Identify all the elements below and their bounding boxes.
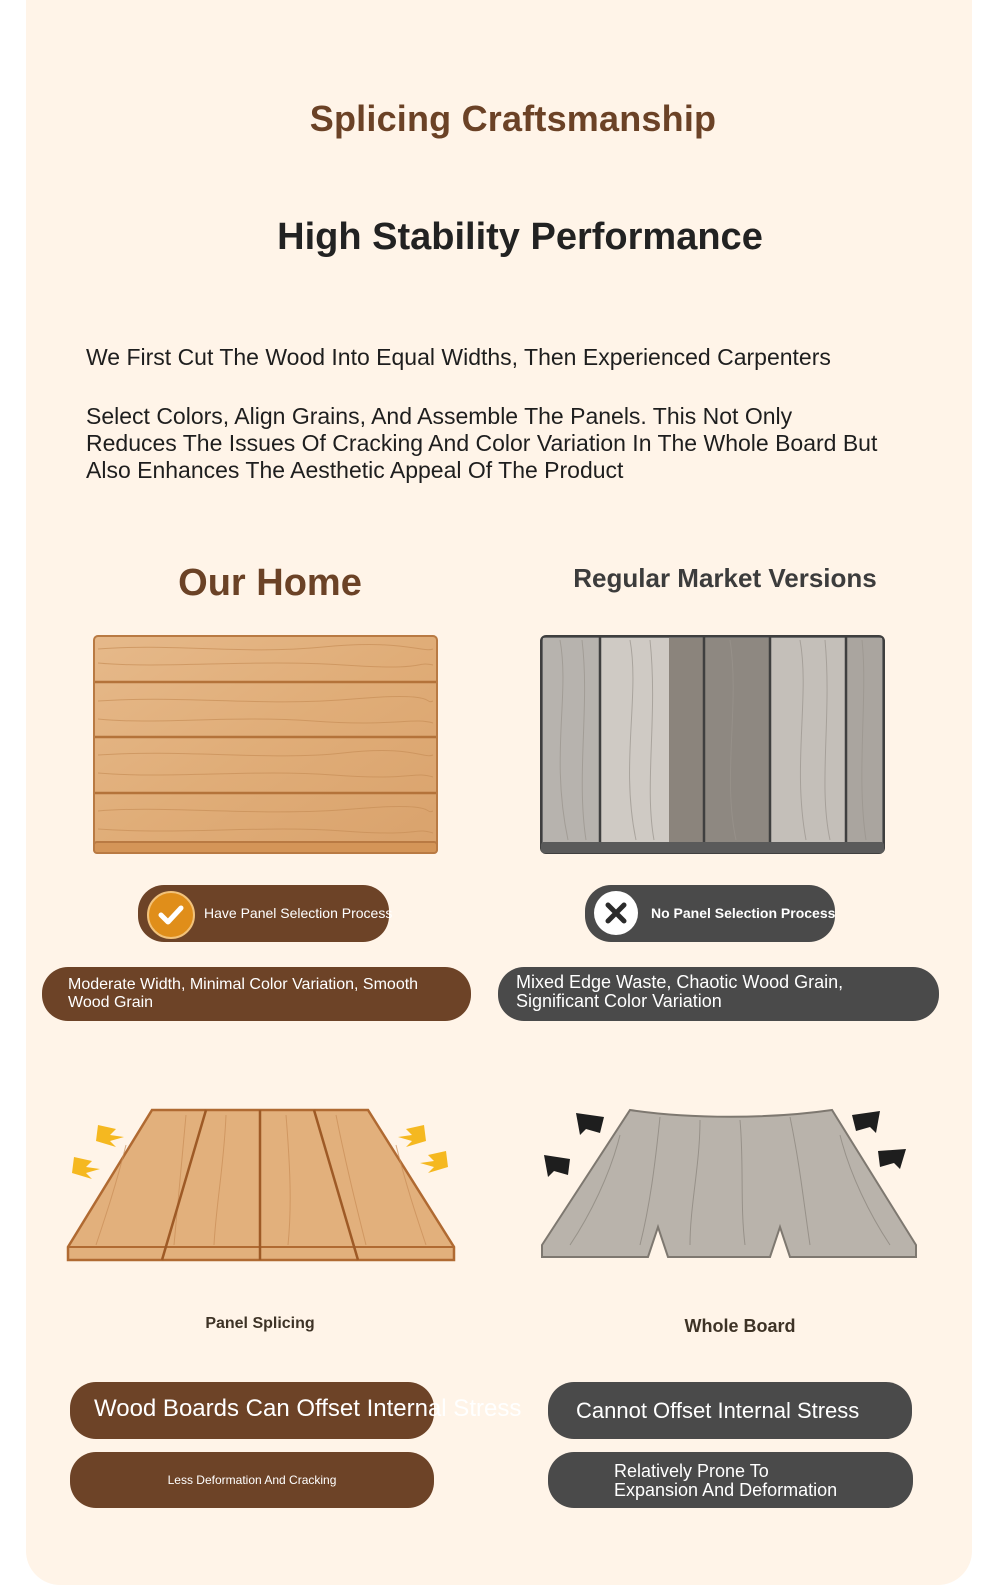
- whole-board-caption: Whole Board: [684, 1316, 796, 1336]
- market-heading: Regular Market Versions: [573, 563, 877, 593]
- cross-icon: [594, 891, 638, 935]
- panel-splicing-caption: Panel Splicing: [205, 1315, 315, 1332]
- less-deformation-pill: Less Deformation And Cracking: [70, 1452, 434, 1508]
- offset-stress-pill: Wood Boards Can Offset Internal Stress: [70, 1382, 434, 1439]
- prone-to-deformation-pill: Relatively Prone To Expansion And Deformation: [548, 1452, 913, 1508]
- whole-board-deform-image: [540, 1105, 920, 1265]
- intro-line-1: We First Cut The Wood Into Equal Widths, Then Experienced Carpenters: [86, 344, 831, 370]
- spliced-panel-image: [93, 635, 438, 855]
- whole-board-image: [540, 635, 885, 855]
- intro-line-2: Select Colors, Align Grains, And Assemble The Panels. This Not Only Reduces The Issues Of Cracking And Color Variation In The Whole Board But Also Enhances The Aesthetic Appeal Of The Product: [86, 403, 878, 483]
- page-title: Splicing Craftsmanship: [309, 98, 717, 139]
- cannot-offset-pill: Cannot Offset Internal Stress: [548, 1382, 912, 1439]
- our-home-heading: Our Home: [178, 562, 362, 604]
- our-home-description: Moderate Width, Minimal Color Variation, Smooth Wood Grain: [42, 967, 471, 1021]
- check-icon: [147, 891, 195, 939]
- panel-splicing-image: [66, 1105, 456, 1265]
- market-description: Mixed Edge Waste, Chaotic Wood Grain, Significant Color Variation: [498, 967, 939, 1021]
- panel-selection-badge-label: Have Panel Selection Process: [204, 905, 393, 921]
- no-panel-selection-badge-label: No Panel Selection Process: [651, 905, 836, 921]
- page-subtitle: High Stability Performance: [277, 216, 763, 258]
- panel-selection-badge: [138, 885, 393, 942]
- no-panel-selection-badge: [585, 885, 835, 942]
